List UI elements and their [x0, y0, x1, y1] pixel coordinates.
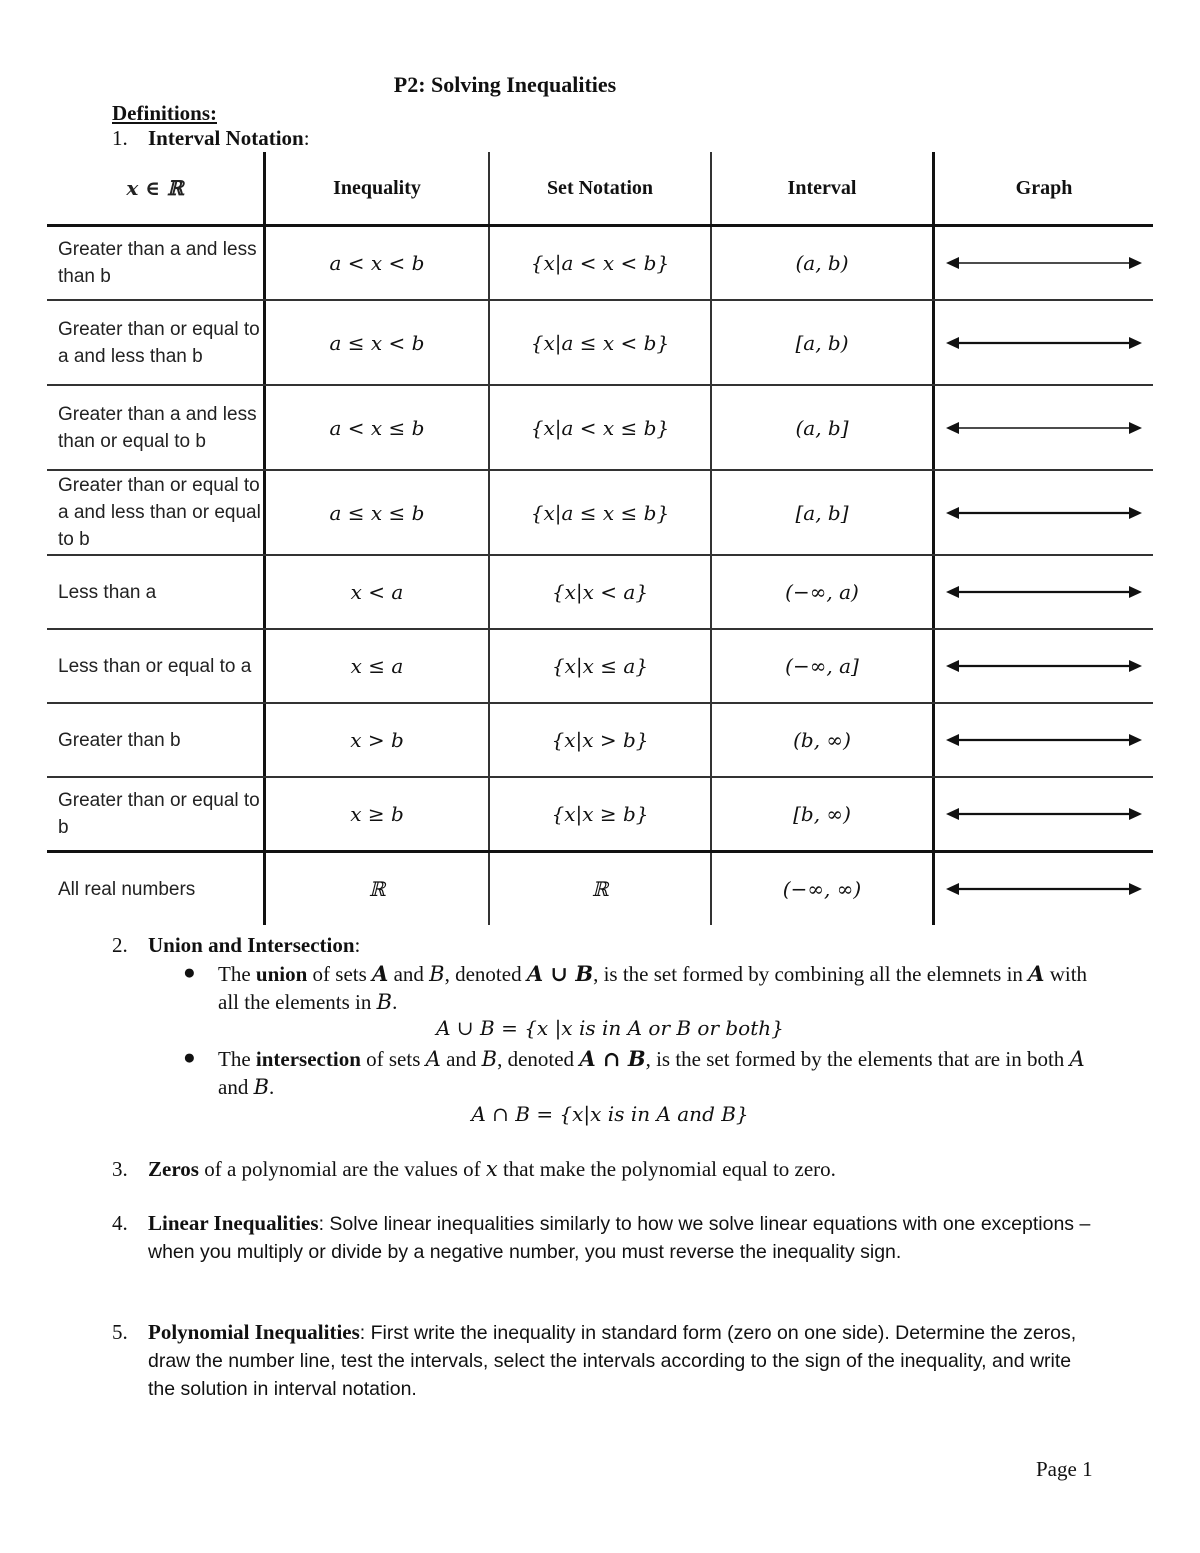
- row-set-notation: {x|x > b}: [488, 704, 710, 776]
- term-union: union: [255, 962, 308, 986]
- table-row: [47, 556, 1153, 630]
- item-number: 4.: [112, 1211, 128, 1235]
- row-inequality: x < a: [263, 556, 488, 628]
- row-set-notation: {x|a ≤ x < b}: [488, 301, 710, 384]
- left-arrowhead: [946, 883, 959, 895]
- row-description: Less than or equal to a: [58, 655, 252, 677]
- union-formula: A ∪ B = {x |x is in A or B or both}: [436, 1016, 784, 1040]
- text: .: [269, 1075, 275, 1099]
- item-label: Interval Notation: [148, 126, 304, 150]
- row-graph: [932, 556, 1153, 628]
- union-definition: [218, 960, 1108, 1016]
- table-row: [47, 853, 1153, 925]
- text: with all the elements in: [218, 962, 1088, 1014]
- row-inequality: ℝ: [263, 853, 488, 925]
- row-inequality: a < x < b: [263, 227, 488, 299]
- definitions-heading: Definitions:: [112, 101, 217, 125]
- right-arrowhead: [1129, 337, 1142, 349]
- text: , is the set formed by the elements that are in both: [645, 1047, 1070, 1071]
- variable-x: x: [485, 1157, 498, 1181]
- right-arrowhead: [1129, 586, 1142, 598]
- intersection-definition: [218, 1045, 1108, 1101]
- row-set-notation: {x|a < x < b}: [488, 227, 710, 299]
- row-graph: [932, 386, 1153, 469]
- page-title: P2: Solving Inequalities: [393, 72, 617, 97]
- left-arrowhead: [946, 734, 959, 746]
- row-interval: (a, b]: [710, 386, 932, 469]
- item-label: Polynomial Inequalities: [148, 1320, 360, 1344]
- row-graph: [932, 778, 1153, 850]
- row-inequality: a < x ≤ b: [263, 386, 488, 469]
- text: that make the polynomial equal to zero.: [497, 1157, 836, 1181]
- header-interval: Interval: [710, 152, 932, 224]
- row-graph: [932, 471, 1153, 554]
- row-description: Greater than b: [58, 729, 181, 751]
- left-arrowhead: [946, 507, 959, 519]
- text: , denoted: [497, 1047, 580, 1071]
- term-intersection: intersection: [255, 1047, 361, 1071]
- double-arrow-icon: [944, 503, 1144, 523]
- set-b: B: [429, 962, 445, 986]
- row-set-notation: {x|x < a}: [488, 556, 710, 628]
- set-a: A: [1069, 1047, 1085, 1071]
- left-arrowhead: [946, 422, 959, 434]
- text: of a polynomial are the values of: [198, 1157, 486, 1181]
- union-symbol: A ∪ B: [526, 961, 594, 986]
- table-row: [47, 630, 1153, 704]
- item-1: [112, 126, 310, 151]
- header-graph: Graph: [932, 152, 1153, 224]
- row-description: Greater than or equal to b: [58, 790, 260, 838]
- row-inequality: a ≤ x ≤ b: [263, 471, 488, 554]
- text: and: [218, 1075, 254, 1099]
- row-interval: (a, b): [710, 227, 932, 299]
- row-interval: [b, ∞): [710, 778, 932, 850]
- set-b: B: [253, 1075, 270, 1099]
- row-inequality: x ≥ b: [263, 778, 488, 850]
- row-graph: [932, 704, 1153, 776]
- right-arrowhead: [1129, 660, 1142, 672]
- row-interval: (−∞, a): [710, 556, 932, 628]
- text: : Solve linear inequalities similarly to how we solve linear equations with one exceptions – when you multiply or divide by a negative number, you must reverse the inequality sign.: [148, 1213, 1091, 1263]
- item-suffix: :: [303, 126, 310, 150]
- set-a: A: [372, 961, 389, 986]
- text: The: [218, 962, 256, 986]
- row-graph: [932, 301, 1153, 384]
- row-interval: (−∞, ∞): [710, 853, 932, 925]
- right-arrowhead: [1129, 734, 1142, 746]
- row-description: Greater than or equal to a and less than b: [58, 318, 260, 367]
- row-set-notation: {x|x ≥ b}: [488, 778, 710, 850]
- table-row: [47, 301, 1153, 386]
- text: and: [388, 962, 430, 986]
- row-interval: (−∞, a]: [710, 630, 932, 702]
- set-a: A: [425, 1047, 441, 1071]
- intersection-formula: A ∩ B = {x|x is in A and B}: [471, 1102, 749, 1126]
- double-arrow-icon: [944, 656, 1144, 676]
- table-header-row: [47, 152, 1153, 227]
- item-number: 2.: [112, 933, 128, 957]
- left-arrowhead: [946, 257, 959, 269]
- row-description: Greater than a and less than or equal to b: [58, 403, 257, 452]
- header-domain: x ∈ ℝ: [126, 175, 184, 200]
- left-arrowhead: [946, 808, 959, 820]
- row-graph: [932, 630, 1153, 702]
- item-number: 3.: [112, 1157, 128, 1181]
- item-label: Zeros: [148, 1157, 199, 1181]
- text: , denoted: [444, 962, 527, 986]
- right-arrowhead: [1129, 808, 1142, 820]
- table-row: [47, 778, 1153, 853]
- text: , is the set formed by combining all the elemnets in: [593, 962, 1029, 986]
- table-body: [47, 227, 1153, 925]
- double-arrow-icon: [944, 879, 1144, 899]
- intersection-symbol: A ∩ B: [579, 1046, 646, 1071]
- text: : First write the inequality in standard form (zero on one side). Determine the zeros, draw the number line, test the intervals, select the intervals according to the sign of the inequality, and write the solution in interval notation.: [148, 1322, 1077, 1400]
- row-graph: [932, 227, 1153, 299]
- set-b: B: [376, 990, 393, 1014]
- double-arrow-icon: [944, 253, 1144, 273]
- set-a: A: [1028, 961, 1045, 986]
- set-b: B: [481, 1047, 498, 1071]
- table-row: [47, 227, 1153, 301]
- row-interval: [a, b): [710, 301, 932, 384]
- left-arrowhead: [946, 337, 959, 349]
- right-arrowhead: [1129, 507, 1142, 519]
- row-set-notation: ℝ: [488, 853, 710, 925]
- item-number: 1.: [112, 126, 128, 150]
- item-number: 5.: [112, 1320, 128, 1344]
- item-suffix: :: [354, 933, 361, 957]
- item-label: Union and Intersection: [148, 933, 355, 957]
- table-row: [47, 386, 1153, 471]
- page-number: Page 1: [1036, 1457, 1093, 1481]
- row-description: Greater than or equal to a and less than or equal to b: [58, 475, 261, 550]
- text: of sets: [360, 1047, 426, 1071]
- row-inequality: x > b: [263, 704, 488, 776]
- double-arrow-icon: [944, 582, 1144, 602]
- right-arrowhead: [1129, 257, 1142, 269]
- text: of sets: [307, 962, 373, 986]
- row-description: Less than a: [58, 581, 157, 603]
- bullet-icon: ●: [183, 1045, 196, 1069]
- row-inequality: x ≤ a: [263, 630, 488, 702]
- double-arrow-icon: [944, 804, 1144, 824]
- header-inequality: Inequality: [263, 152, 488, 224]
- text: .: [392, 990, 398, 1014]
- row-set-notation: {x|a < x ≤ b}: [488, 386, 710, 469]
- header-set-notation: Set Notation: [488, 152, 710, 224]
- table-row: [47, 704, 1153, 778]
- table-row: [47, 471, 1153, 556]
- right-arrowhead: [1129, 883, 1142, 895]
- double-arrow-icon: [944, 333, 1144, 353]
- row-description: Greater than a and less than b: [58, 239, 257, 287]
- row-inequality: a ≤ x < b: [263, 301, 488, 384]
- row-graph: [932, 853, 1153, 925]
- double-arrow-icon: [944, 730, 1144, 750]
- row-description: All real numbers: [58, 878, 196, 900]
- text: The: [218, 1047, 256, 1071]
- interval-notation-table: [47, 152, 1153, 925]
- double-arrow-icon: [944, 418, 1144, 438]
- left-arrowhead: [946, 586, 959, 598]
- item-label: Linear Inequalities: [148, 1211, 319, 1235]
- left-arrowhead: [946, 660, 959, 672]
- right-arrowhead: [1129, 422, 1142, 434]
- row-interval: [a, b]: [710, 471, 932, 554]
- row-set-notation: {x|x ≤ a}: [488, 630, 710, 702]
- bullet-icon: ●: [183, 960, 196, 984]
- row-set-notation: {x|a ≤ x ≤ b}: [488, 471, 710, 554]
- text: and: [440, 1047, 482, 1071]
- row-interval: (b, ∞): [710, 704, 932, 776]
